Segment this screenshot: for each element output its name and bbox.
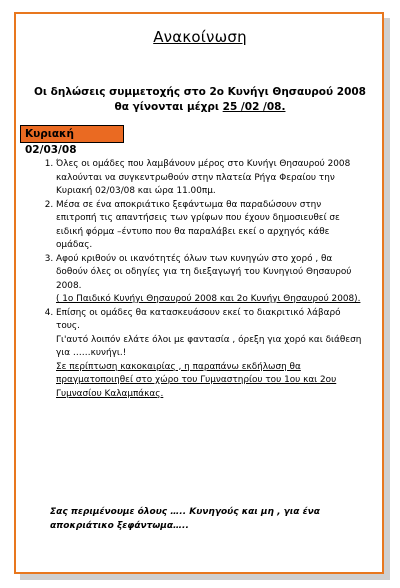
announcement-body [40,158,364,401]
deadline-date: 25 /02 /08. [222,101,286,113]
page-shadow-bottom [20,574,390,580]
invitation-text: Γι'αυτό λοιπόν ελάτε όλοι με φαντασία , όρεξη για χορό και διάθεση για ……κυνήγι.! [56,334,362,358]
instructions-list [40,158,364,293]
bad-weather-note: Σε περίπτωση κακοκαιρίας , η παραπάνω εκδήλωση θα πραγματοποιηθεί στο χώρο του Γυμναστηρίου του 1ου και 2ου Γυμνασίου Καλαμπάκας. [56,361,337,399]
list-item: 2. Μέσα σε ένα αποκριάτικο ξεφάντωμα θα παραδώσουν στην επιτροπή τις απαντήσεις των γρίφων που έχουν δημοσιευθεί σε ειδική φόρμα –έντυπο που θα παραλάβει εκεί ο αρχηγός κάθε ομάδας. [56,199,364,253]
intro-line-2 [0,100,400,115]
intro-line-2-prefix: θα γίνονται μέχρι [114,101,223,113]
closing-text: Σας περιμένουμε όλους ….. Κυνηγούς και μη , για ένα αποκριάτικο ξεφάντωμα….. [50,507,320,531]
list-item: 3. Αφού κριθούν οι ικανότητές όλων των κυνηγών στο χορό , θα δοθούν όλες οι οδηγίες για τη διεξαγωγή του Κυνηγιού Θησαυρού 2008. [56,253,364,294]
document-title: Ανακοίνωση [153,28,247,46]
intro-text [0,85,400,115]
intro-line-1: Οι δηλώσεις συμμετοχής στο 2ο Κυνήγι Θησαυρού 2008 [34,86,366,98]
editions-note: ( 1ο Παιδικό Κυνήγι Θησαυρού 2008 και 2ο Κυνήγι Θησαυρού 2008). [56,294,361,304]
event-date-box: Κυριακή 02/03/08 [20,125,124,143]
list-item: 4. Επίσης οι ομάδες θα κατασκευάσουν εκεί το διακριτικό λάβαρό τους. [56,307,364,334]
list-item: 1. Όλες οι ομάδες που λαμβάνουν μέρος στο Κυνήγι Θησαυρού 2008 καλούνται να συγκεντρωθούν στην πλατεία Ρήγα Φεραίου την Κυριακή 02/03/08 και ώρα 11.00πμ. [56,158,364,199]
instructions-list-continued [40,307,364,334]
